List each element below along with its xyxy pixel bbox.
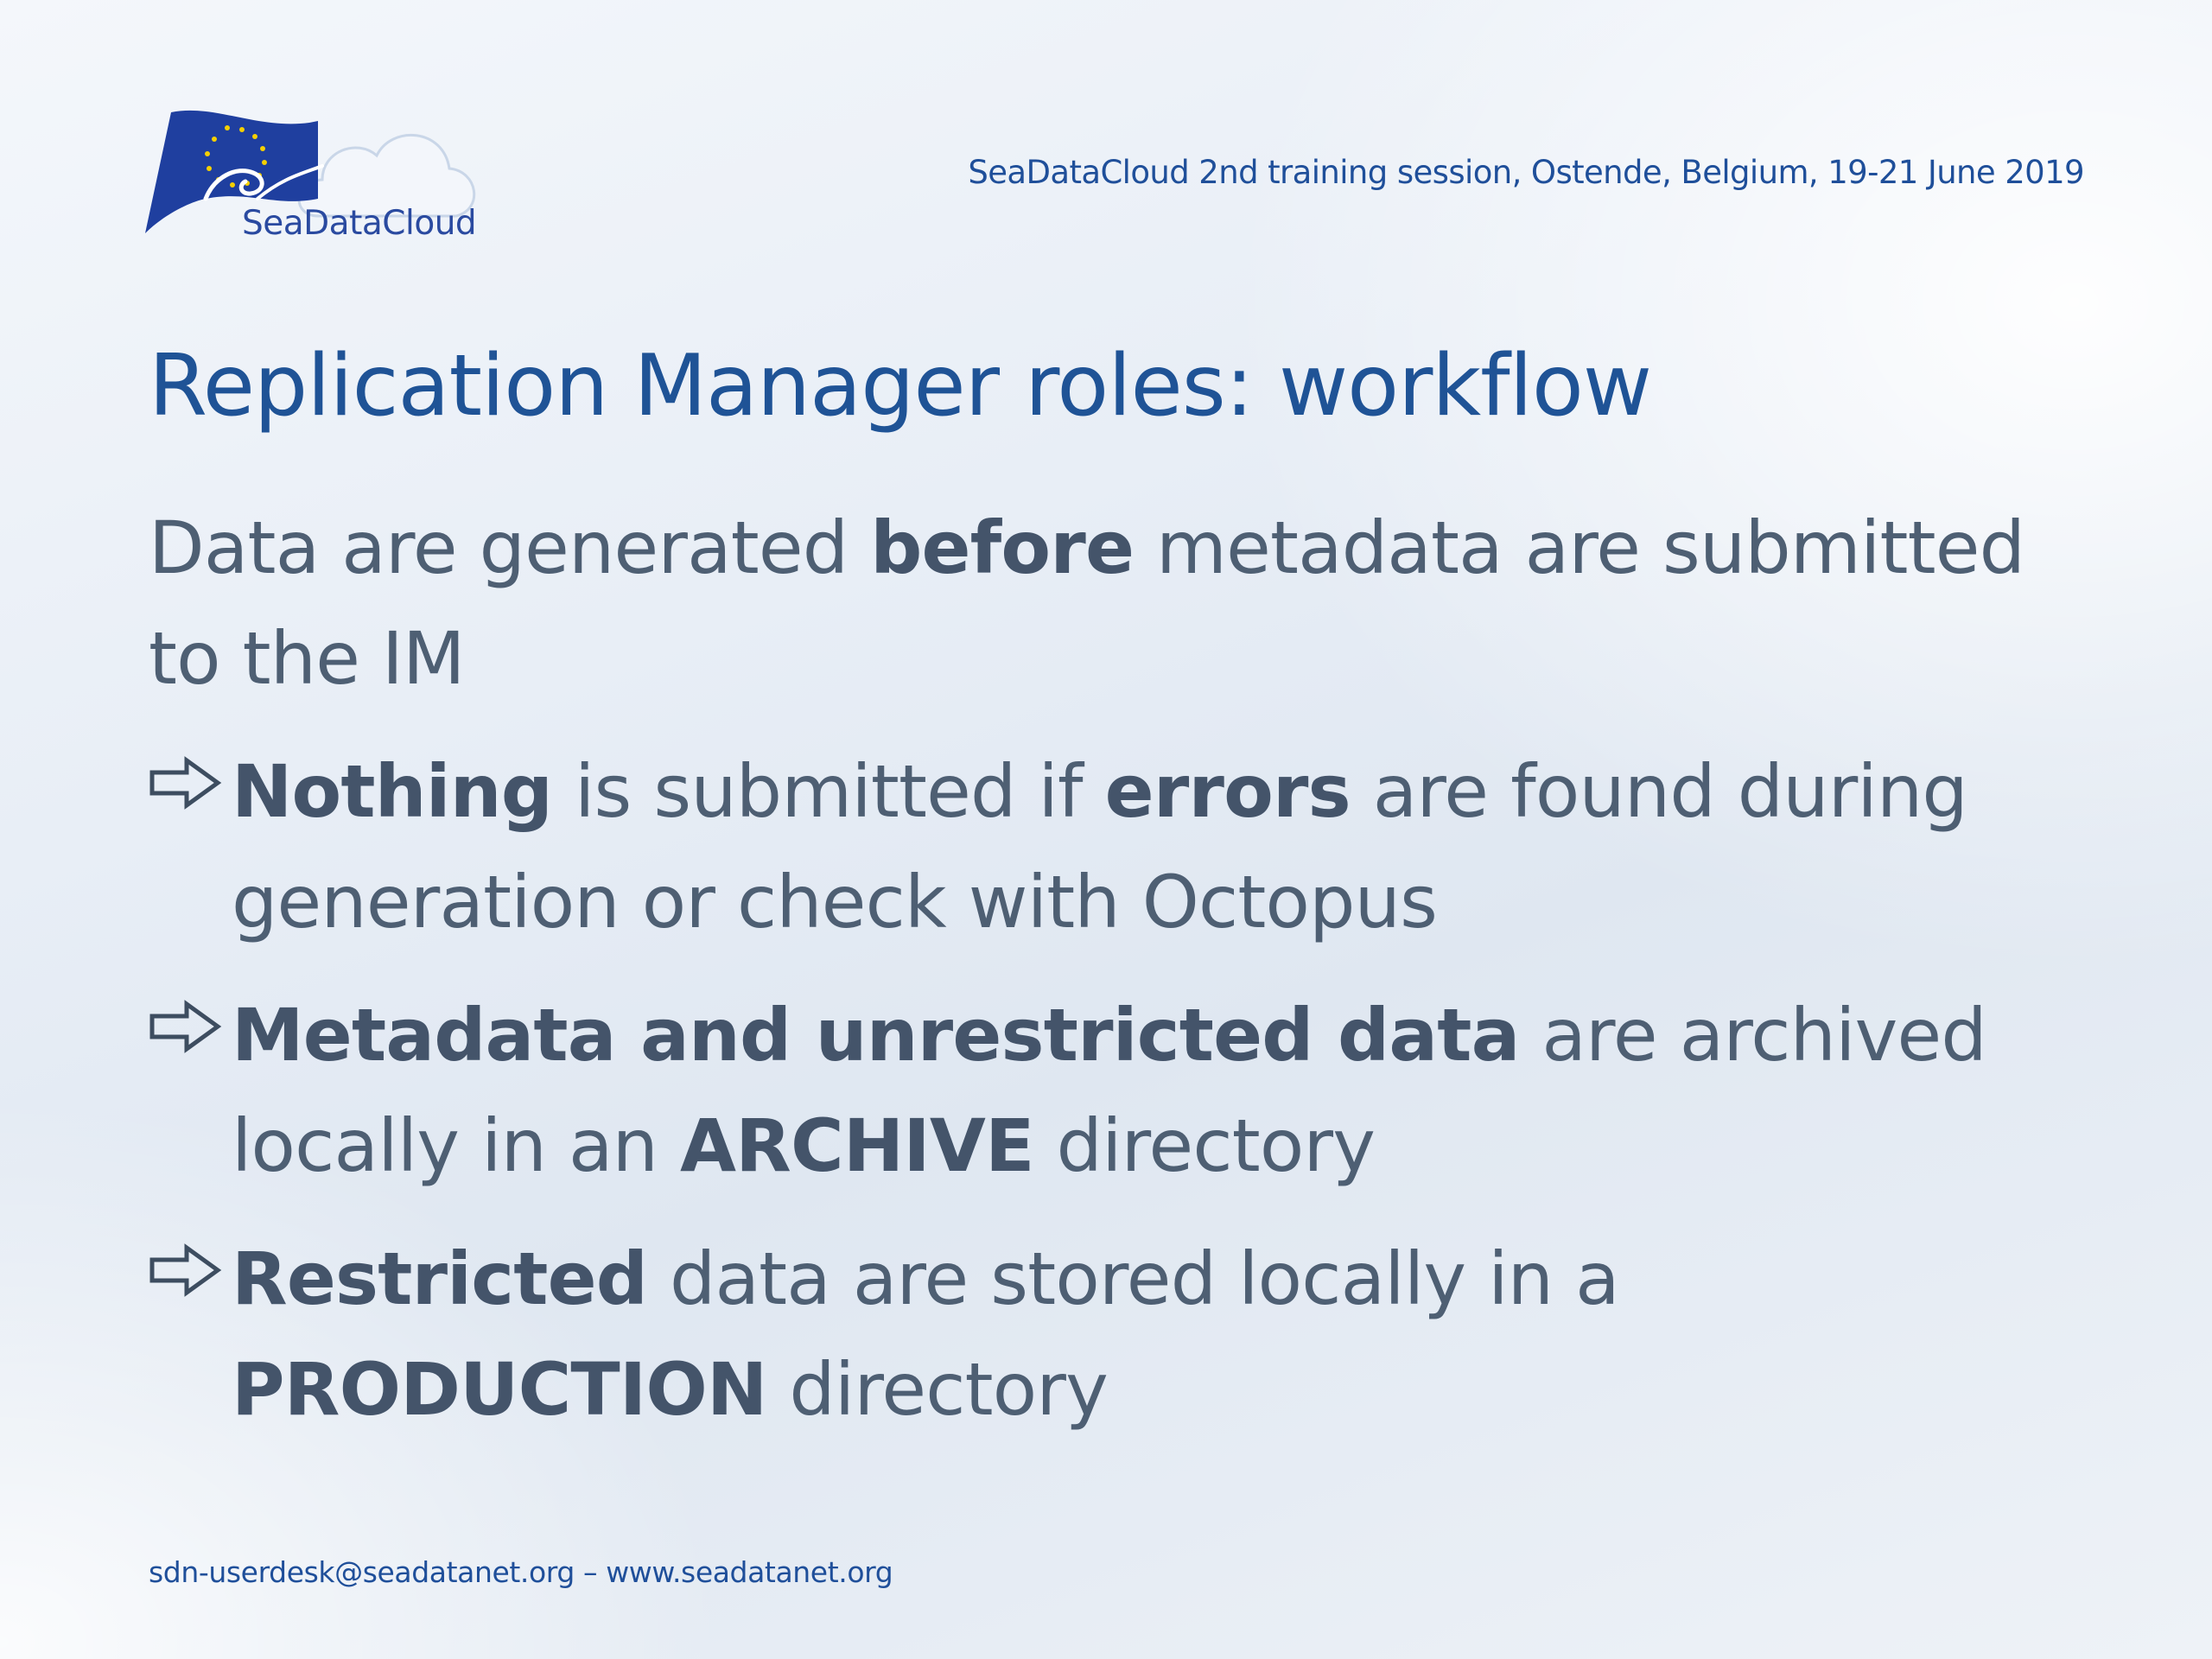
- bullet-item: [149, 736, 2093, 957]
- bullet-bold-1: Metadata and unrestricted data: [232, 993, 1520, 1077]
- arrow-right-icon: [149, 1243, 223, 1298]
- slide-title: Replication Manager roles: workflow: [149, 337, 1652, 435]
- intro-paragraph: [149, 493, 2093, 714]
- intro-text-1: Data are generated: [149, 505, 871, 590]
- bullet-bold-2: errors: [1104, 749, 1351, 834]
- arrow-right-icon: [149, 999, 223, 1054]
- bullet-bold-1: Nothing: [232, 749, 553, 834]
- bullet-text-2: directory: [1033, 1103, 1376, 1188]
- intro-bold-1: before: [870, 505, 1135, 590]
- bullet-bold-1: Restricted: [232, 1236, 648, 1321]
- bullet-item: [149, 980, 2093, 1201]
- bullet-item: [149, 1224, 2093, 1445]
- bullet-text-2: are found during generation or check with Octopus: [232, 749, 1967, 944]
- bullet-text-1: data are stored locally in a: [647, 1236, 1619, 1321]
- bullet-text-1: are archived locally in an: [232, 993, 1986, 1188]
- bullet-bold-2: ARCHIVE: [679, 1103, 1034, 1188]
- intro-text-2: metadata are submitted to the IM: [149, 505, 2025, 701]
- seadatacloud-logo: [145, 104, 491, 259]
- footer-contact: sdn-userdesk@seadatanet.org – www.seadatanet.org: [149, 1555, 893, 1589]
- bullet-text-1: is submitted if: [552, 749, 1105, 834]
- bullet-text-2: directory: [766, 1347, 1108, 1432]
- logo-text: SeaDataCloud: [242, 204, 477, 243]
- header-event-text: SeaDataCloud 2nd training session, Ostende, Belgium, 19-21 June 2019: [968, 154, 2084, 191]
- bullet-bold-2: PRODUCTION: [232, 1347, 767, 1432]
- slide-body: [149, 493, 2093, 1467]
- arrow-right-icon: [149, 755, 223, 810]
